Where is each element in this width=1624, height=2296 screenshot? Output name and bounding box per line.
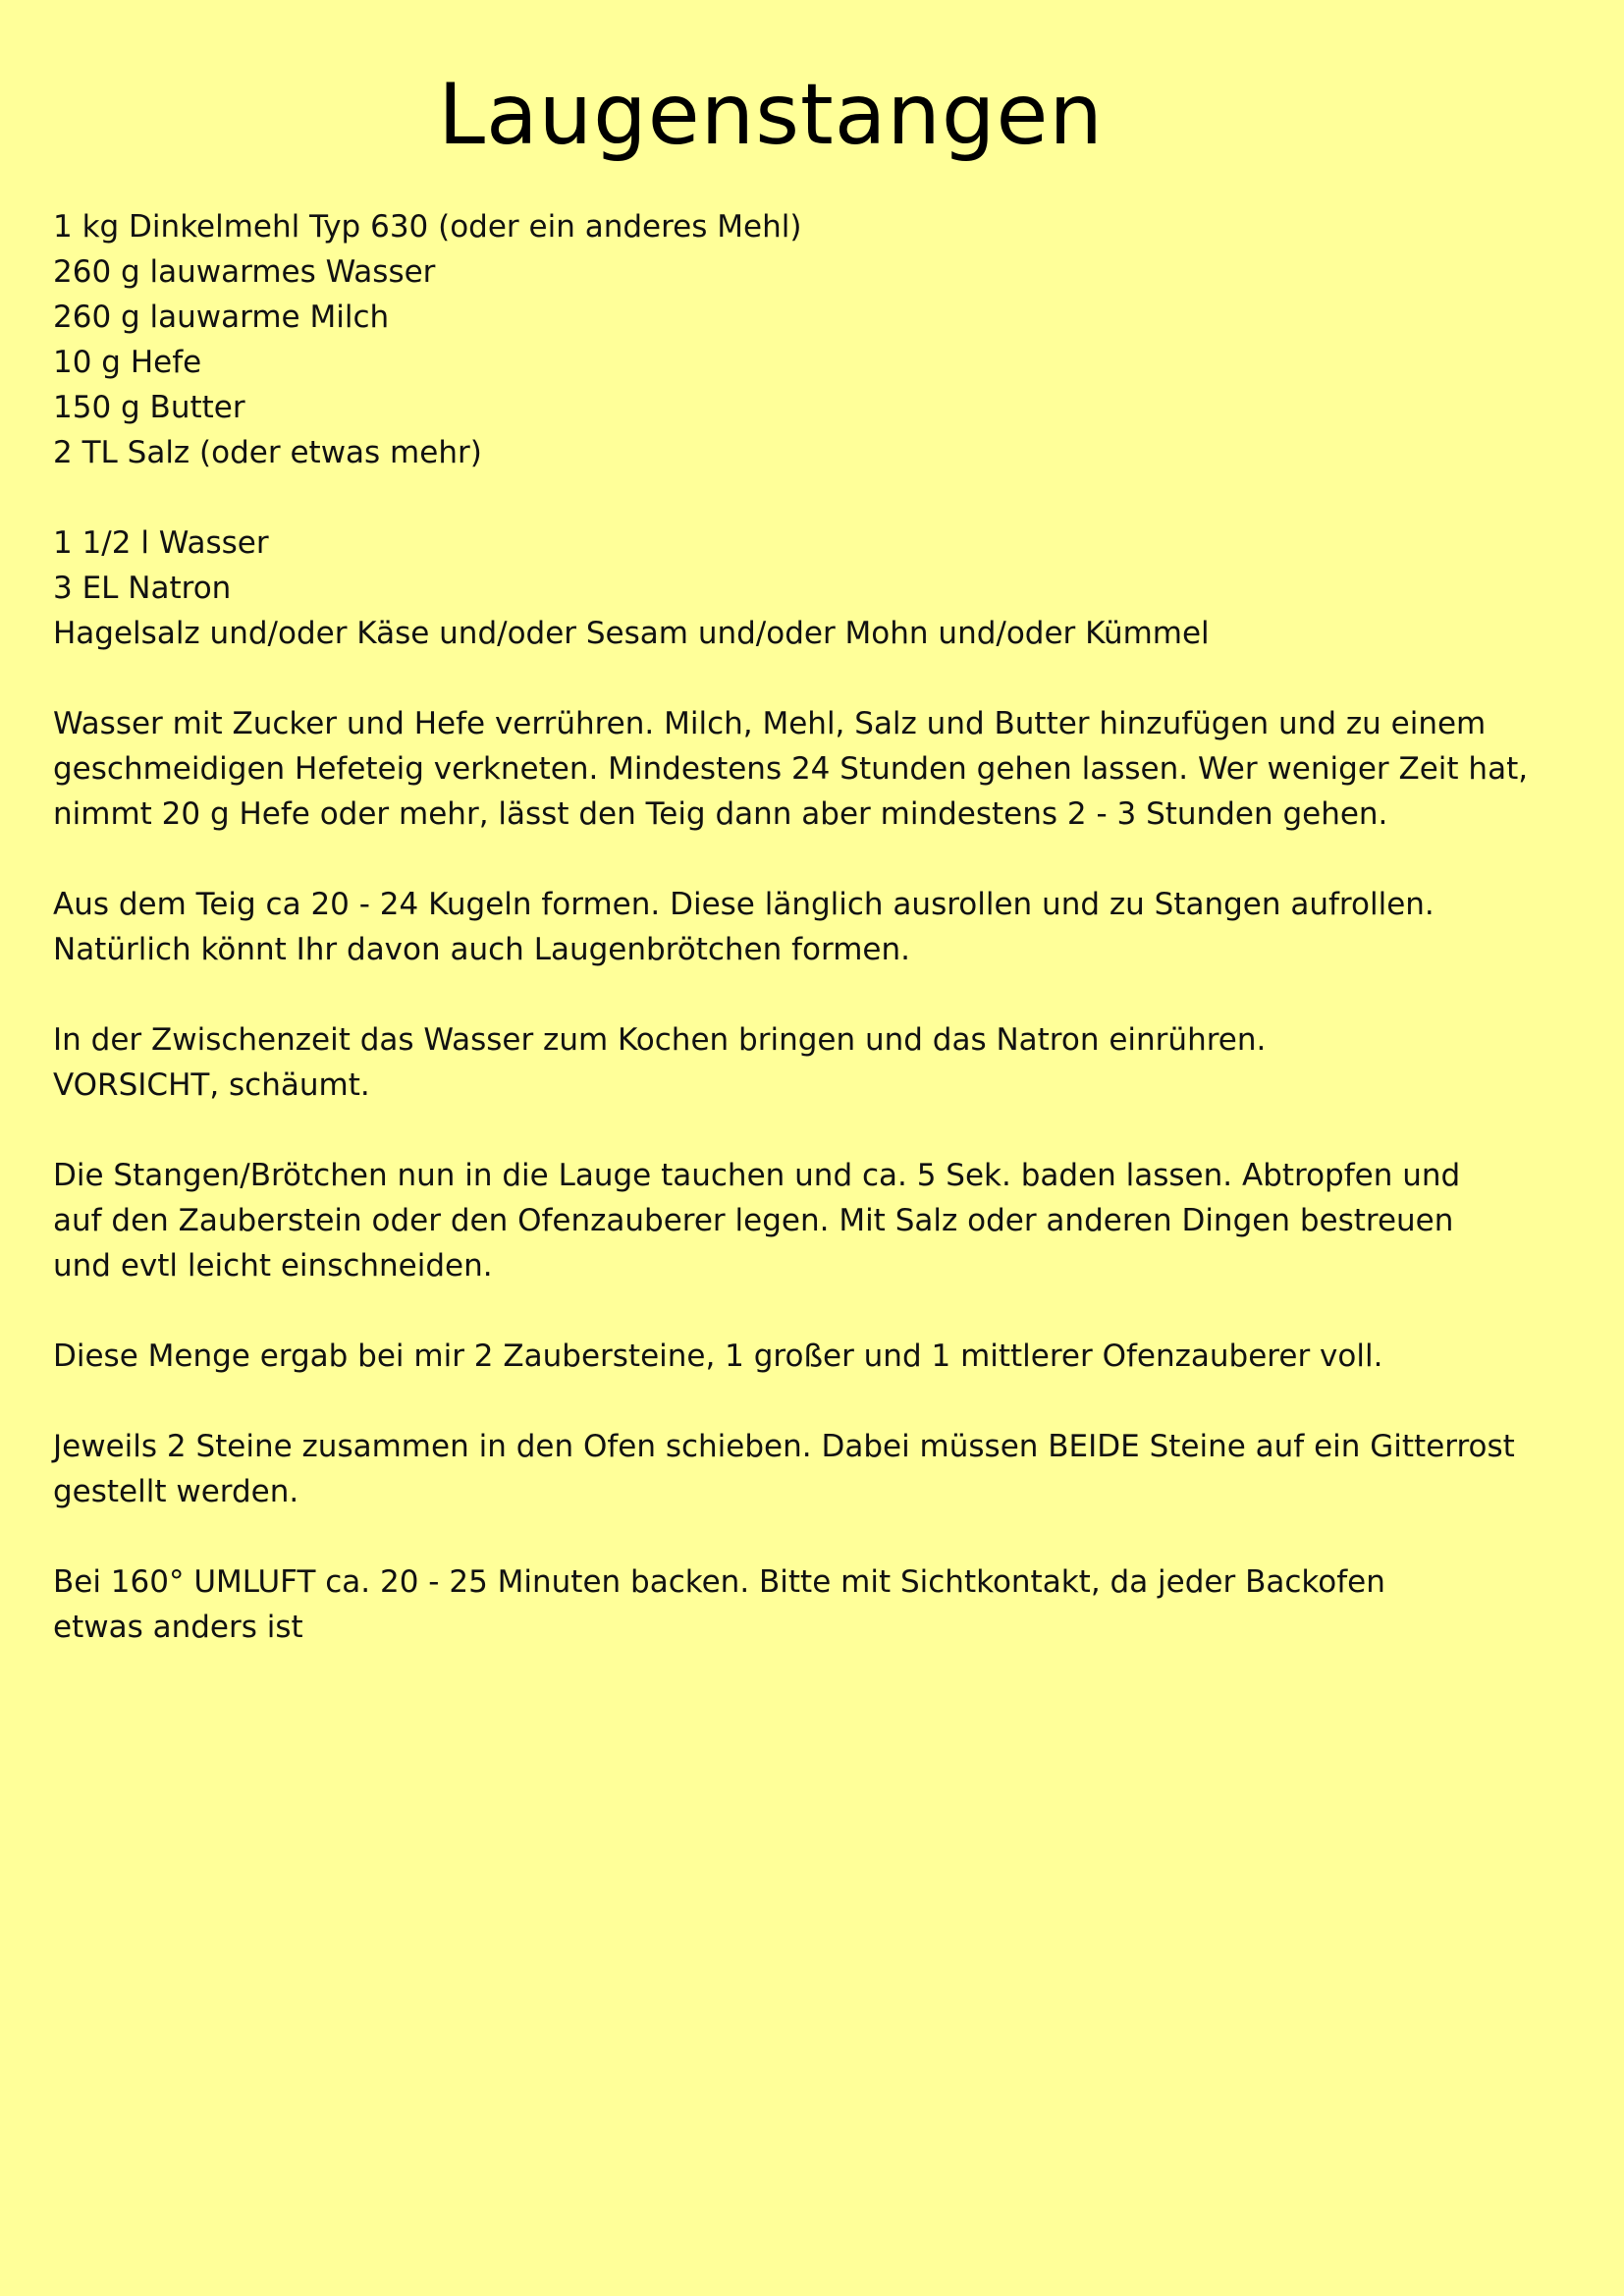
recipe-title: Laugenstangen xyxy=(438,66,1104,164)
step-paragraph-shaping xyxy=(53,882,1585,972)
ingredient-line: 260 g lauwarme Milch xyxy=(53,300,390,335)
paragraph-gap xyxy=(53,1288,1585,1334)
step-line: geschmeidigen Hefeteig verkneten. Mindestens 24 Stunden gehen lassen. Wer weniger Zeit hat, xyxy=(53,751,1529,787)
paragraph-gap xyxy=(53,656,1585,701)
step-paragraph-dough xyxy=(53,701,1585,837)
step-line: Jeweils 2 Steine zusammen in den Ofen schieben. Dabei müssen BEIDE Steine auf ein Gitterrost xyxy=(53,1429,1515,1464)
step-line: In der Zwischenzeit das Wasser zum Kochen bringen und das Natron einrühren. xyxy=(53,1022,1267,1058)
step-paragraph-yield xyxy=(53,1334,1585,1379)
paragraph-gap xyxy=(53,1108,1585,1153)
step-line: etwas anders ist xyxy=(53,1610,303,1645)
step-paragraph-oven xyxy=(53,1424,1585,1514)
step-line: Wasser mit Zucker und Hefe verrühren. Milch, Mehl, Salz und Butter hinzufügen und zu einem xyxy=(53,706,1487,741)
paragraph-gap xyxy=(53,837,1585,882)
step-line: nimmt 20 g Hefe oder mehr, lässt den Teig dann aber mindestens 2 - 3 Stunden gehen. xyxy=(53,796,1388,832)
step-paragraph-baking xyxy=(53,1559,1585,1650)
ingredients-dough-list xyxy=(53,204,1585,475)
step-line: auf den Zauberstein oder den Ofenzauberer legen. Mit Salz oder anderen Dingen bestreuen xyxy=(53,1203,1454,1238)
ingredient-line: 1 kg Dinkelmehl Typ 630 (oder ein anderes Mehl) xyxy=(53,209,802,245)
ingredient-line: Hagelsalz und/oder Käse und/oder Sesam und/oder Mohn und/oder Kümmel xyxy=(53,616,1210,651)
step-paragraph-dipping xyxy=(53,1153,1585,1288)
ingredient-line: 150 g Butter xyxy=(53,390,245,425)
step-line: Natürlich könnt Ihr davon auch Laugenbrötchen formen. xyxy=(53,932,910,967)
recipe-content xyxy=(53,204,1585,1650)
ingredients-lye-list xyxy=(53,520,1585,656)
paragraph-gap xyxy=(53,1514,1585,1559)
step-paragraph-lye xyxy=(53,1017,1585,1108)
ingredient-line: 3 EL Natron xyxy=(53,571,232,606)
ingredient-line: 2 TL Salz (oder etwas mehr) xyxy=(53,435,482,470)
ingredient-line: 10 g Hefe xyxy=(53,345,202,380)
paragraph-gap xyxy=(53,1379,1585,1424)
ingredient-line: 260 g lauwarmes Wasser xyxy=(53,254,436,290)
step-line: und evtl leicht einschneiden. xyxy=(53,1248,493,1284)
paragraph-gap xyxy=(53,972,1585,1017)
paragraph-gap xyxy=(53,475,1585,520)
step-line: Diese Menge ergab bei mir 2 Zaubersteine, 1 großer und 1 mittlerer Ofenzauberer voll. xyxy=(53,1339,1383,1374)
ingredient-line: 1 1/2 l Wasser xyxy=(53,525,269,561)
step-line: Aus dem Teig ca 20 - 24 Kugeln formen. Diese länglich ausrollen und zu Stangen aufrollen. xyxy=(53,887,1435,922)
step-line: Bei 160° UMLUFT ca. 20 - 25 Minuten backen. Bitte mit Sichtkontakt, da jeder Backofen xyxy=(53,1564,1385,1600)
step-line: gestellt werden. xyxy=(53,1474,299,1509)
step-line: VORSICHT, schäumt. xyxy=(53,1067,370,1103)
step-line: Die Stangen/Brötchen nun in die Lauge tauchen und ca. 5 Sek. baden lassen. Abtropfen und xyxy=(53,1158,1461,1193)
